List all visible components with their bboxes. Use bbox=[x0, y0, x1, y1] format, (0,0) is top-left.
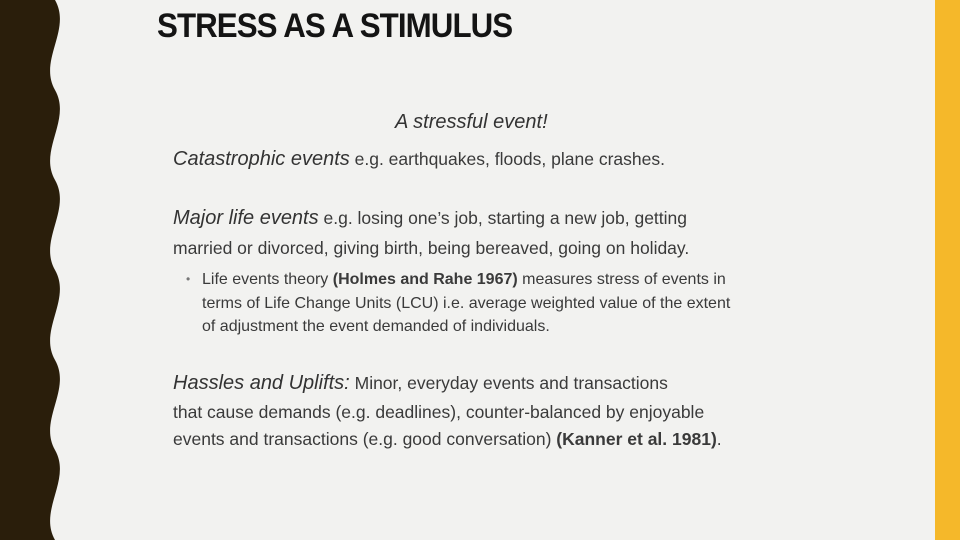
hassles-text-1: Minor, everyday events and transactions bbox=[349, 373, 668, 393]
catastrophic-text: e.g. earthquakes, floods, plane crashes. bbox=[349, 149, 665, 169]
catastrophic-paragraph bbox=[173, 148, 665, 171]
wavy-border-shape bbox=[0, 0, 60, 540]
major-events-term: Major life events bbox=[173, 207, 319, 229]
major-events-line-1 bbox=[173, 207, 687, 230]
left-decorative-border bbox=[0, 0, 80, 540]
bullet-line-2: terms of Life Change Units (LCU) i.e. average weighted value of the extent bbox=[202, 295, 731, 312]
slide-title: STRESS AS A STIMULUS bbox=[157, 7, 513, 45]
slide-subtitle: A stressful event! bbox=[395, 111, 548, 133]
bullet-text-pre: Life events theory bbox=[202, 271, 333, 288]
hassles-line-2: that cause demands (e.g. deadlines), counter-balanced by enjoyable bbox=[173, 402, 705, 422]
major-events-text-1: e.g. losing one’s job, starting a new job, getting bbox=[318, 208, 688, 228]
holmes-rahe-reference: (Holmes and Rahe 1967) bbox=[332, 271, 518, 288]
bullet-line-3: of adjustment the event demanded of individuals. bbox=[202, 318, 550, 335]
catastrophic-term: Catastrophic events bbox=[173, 148, 350, 170]
right-accent-stripe bbox=[935, 0, 960, 540]
bullet-marker: • bbox=[186, 272, 191, 286]
hassles-line-3 bbox=[173, 429, 722, 450]
bullet-text-post: measures stress of events in bbox=[517, 271, 726, 288]
kanner-reference: (Kanner et al. 1981) bbox=[556, 429, 717, 449]
hassles-text-3-pre: events and transactions (e.g. good conversation) bbox=[173, 429, 557, 449]
bullet-line-1 bbox=[202, 271, 726, 289]
major-events-line-2: married or divorced, giving birth, being bereaved, going on holiday. bbox=[173, 238, 690, 258]
hassles-line-1 bbox=[173, 372, 668, 395]
hassles-text-3-post: . bbox=[716, 429, 722, 449]
hassles-term: Hassles and Uplifts: bbox=[173, 372, 350, 394]
